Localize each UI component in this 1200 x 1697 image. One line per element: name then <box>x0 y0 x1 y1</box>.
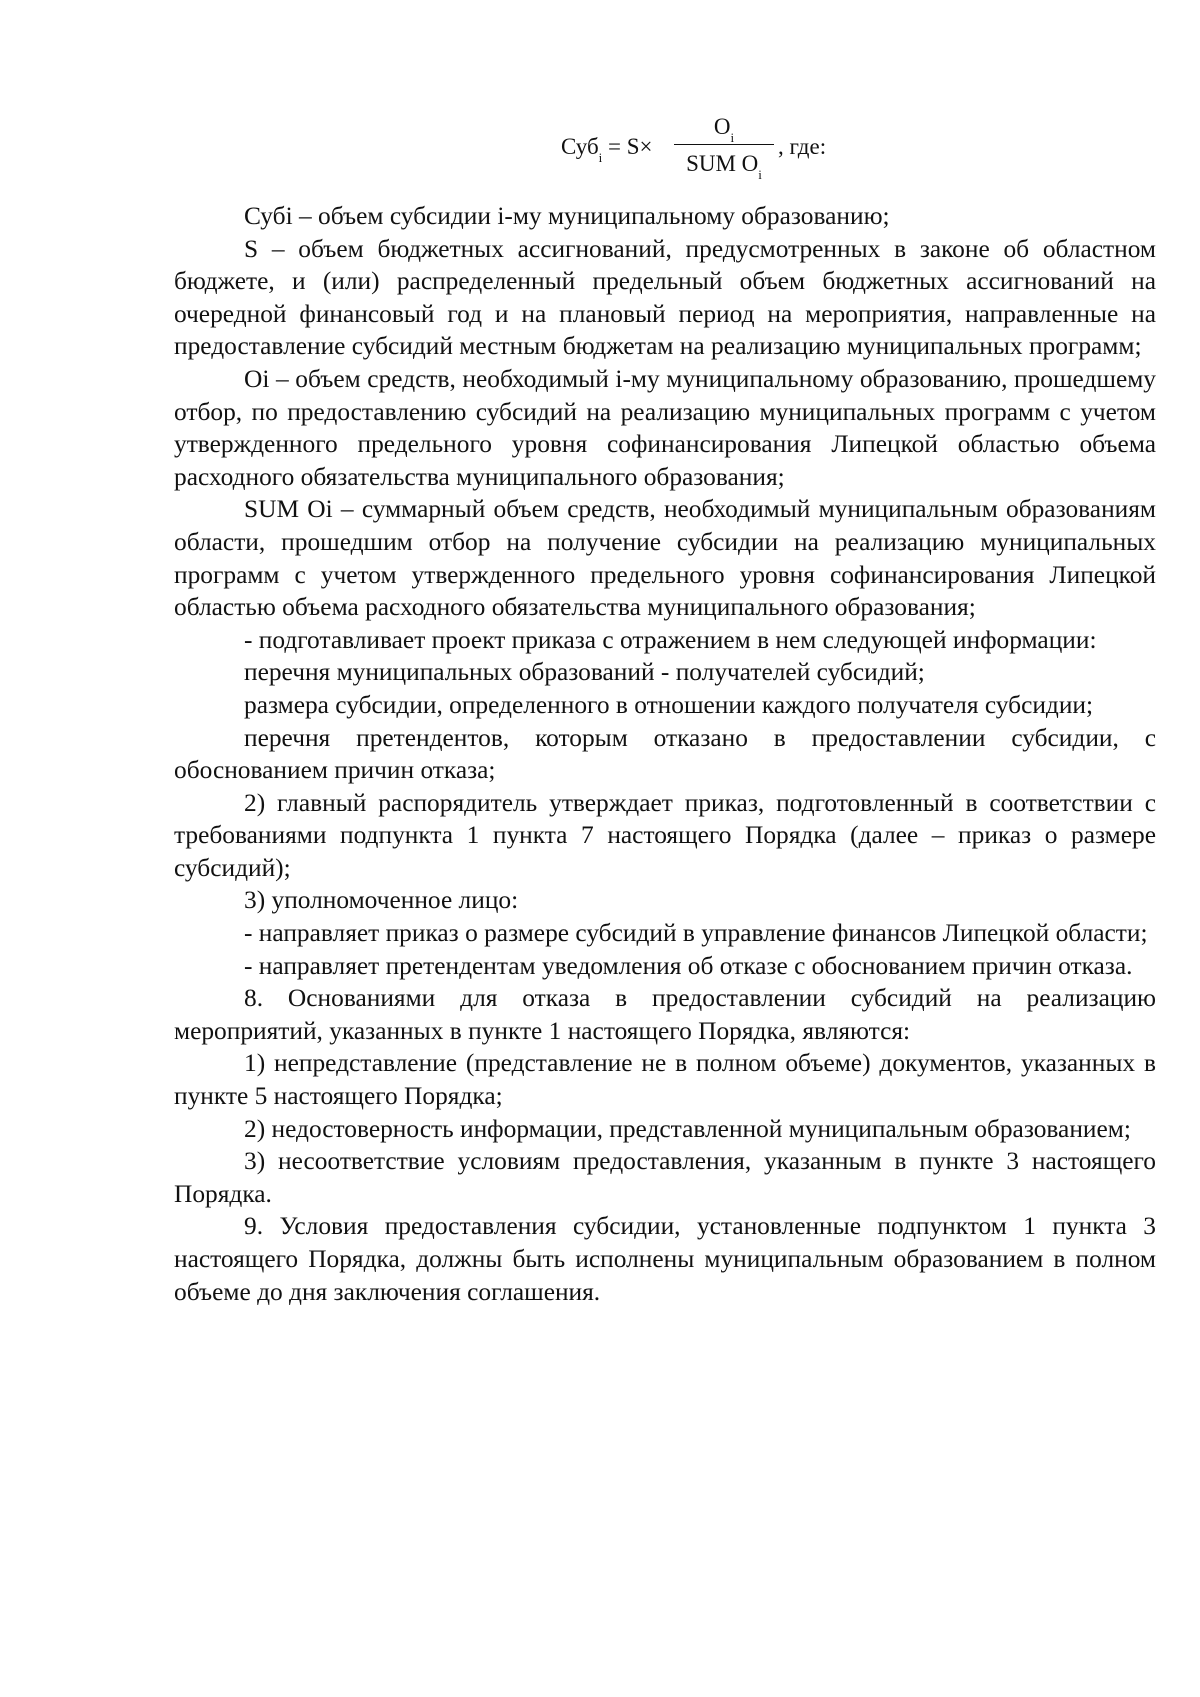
paragraph-section-8-item-1: 1) непредставление (представление не в полном объеме) документов, указанных в пункте 5 настоящего Порядка; <box>174 1049 1156 1111</box>
paragraph-section-9: 9. Условия предоставления субсидии, установленные подпунктом 1 пункта 3 настоящего Порядка, должны быть исполнены муниципальным образованием в полном объеме до дня заключения соглашения. <box>174 1212 1156 1306</box>
paragraph-sub-definition: Субi – объем субсидии i-му муниципальному образованию; <box>244 202 890 230</box>
formula-denominator-text: SUM O <box>686 151 759 176</box>
paragraph-sends-order: - направляет приказ о размере субсидий в управление финансов Липецкой области; <box>244 919 1148 948</box>
fraction-bar <box>674 144 774 145</box>
paragraph-list-rejected: перечня претендентов, которым отказано в предоставлении субсидии, с обоснованием причин отказа; <box>174 723 1156 785</box>
paragraph-prepares-order: - подготавливает проект приказа с отражением в нем следующей информации: <box>244 625 1097 654</box>
formula-denominator-subscript: i <box>758 167 762 182</box>
formula-denominator <box>674 149 774 182</box>
paragraph-s-definition: S – объем бюджетных ассигнований, предусмотренных в законе об областном бюджете, и (или) распределенный предельный объем бюджетных ассигнований на очередной финансовый год и на плановый период на мероприятия, направленные на предоставление субсидий местным бюджетам на реализацию муниципальных программ; <box>174 234 1156 361</box>
formula-lhs <box>561 134 653 165</box>
paragraph-section-8-item-2: 2) недостоверность информации, представленной муниципальным образованием; <box>244 1114 1131 1143</box>
paragraph-sends-notices: - направляет претендентам уведомления об отказе с обоснованием причин отказа. <box>244 951 1133 980</box>
paragraph-sum-oi-definition: SUM Oi – суммарный объем средств, необходимый муниципальным образованиям области, прошедшим отбор на получение субсидии на реализацию муниципальных программ с учетом утвержденного предельного уровня софинансирования Липецкой областью объема расходного обязательства муниципального образования; <box>174 495 1156 622</box>
formula-lhs-subscript: i <box>598 150 603 165</box>
formula-equals-times: = S× <box>602 134 653 159</box>
paragraph-oi-definition: Oi – объем средств, необходимый i-му муниципальному образованию, прошедшему отбор, по предоставлению субсидий на реализацию муниципальных программ с учетом утвержденного предельного уровня софинансирования Липецкой областью объема расходного обязательства муниципального образования; <box>174 364 1156 491</box>
paragraph-item-3-authorized-person: 3) уполномоченное лицо: <box>244 886 519 915</box>
paragraph-list-municipalities: перечня муниципальных образований - получателей субсидий; <box>244 658 925 687</box>
paragraph-section-8-item-3: 3) несоответствие условиям предоставления, указанным в пункте 3 настоящего Порядка. <box>174 1147 1156 1208</box>
formula-tail: , где: <box>778 134 827 159</box>
formula-numerator-text: O <box>713 114 731 139</box>
formula-numerator <box>674 112 774 145</box>
formula-lhs-text: Суб <box>561 134 599 159</box>
formula-fraction <box>674 112 774 182</box>
paragraph-section-8: 8. Основаниями для отказа в предоставлении субсидий на реализацию мероприятий, указанных в пункте 1 настоящего Порядка, являются: <box>174 984 1156 1045</box>
paragraph-subsidy-size: размера субсидии, определенного в отношении каждого получателя субсидии; <box>244 690 1094 719</box>
formula-numerator-subscript: i <box>730 130 735 145</box>
paragraph-item-2-approves: 2) главный распорядитель утверждает приказ, подготовленный в соответствии с требованиями подпункта 1 пункта 7 настоящего Порядка (далее – приказ о размере субсидий); <box>174 788 1156 882</box>
document-body <box>174 200 1156 1308</box>
